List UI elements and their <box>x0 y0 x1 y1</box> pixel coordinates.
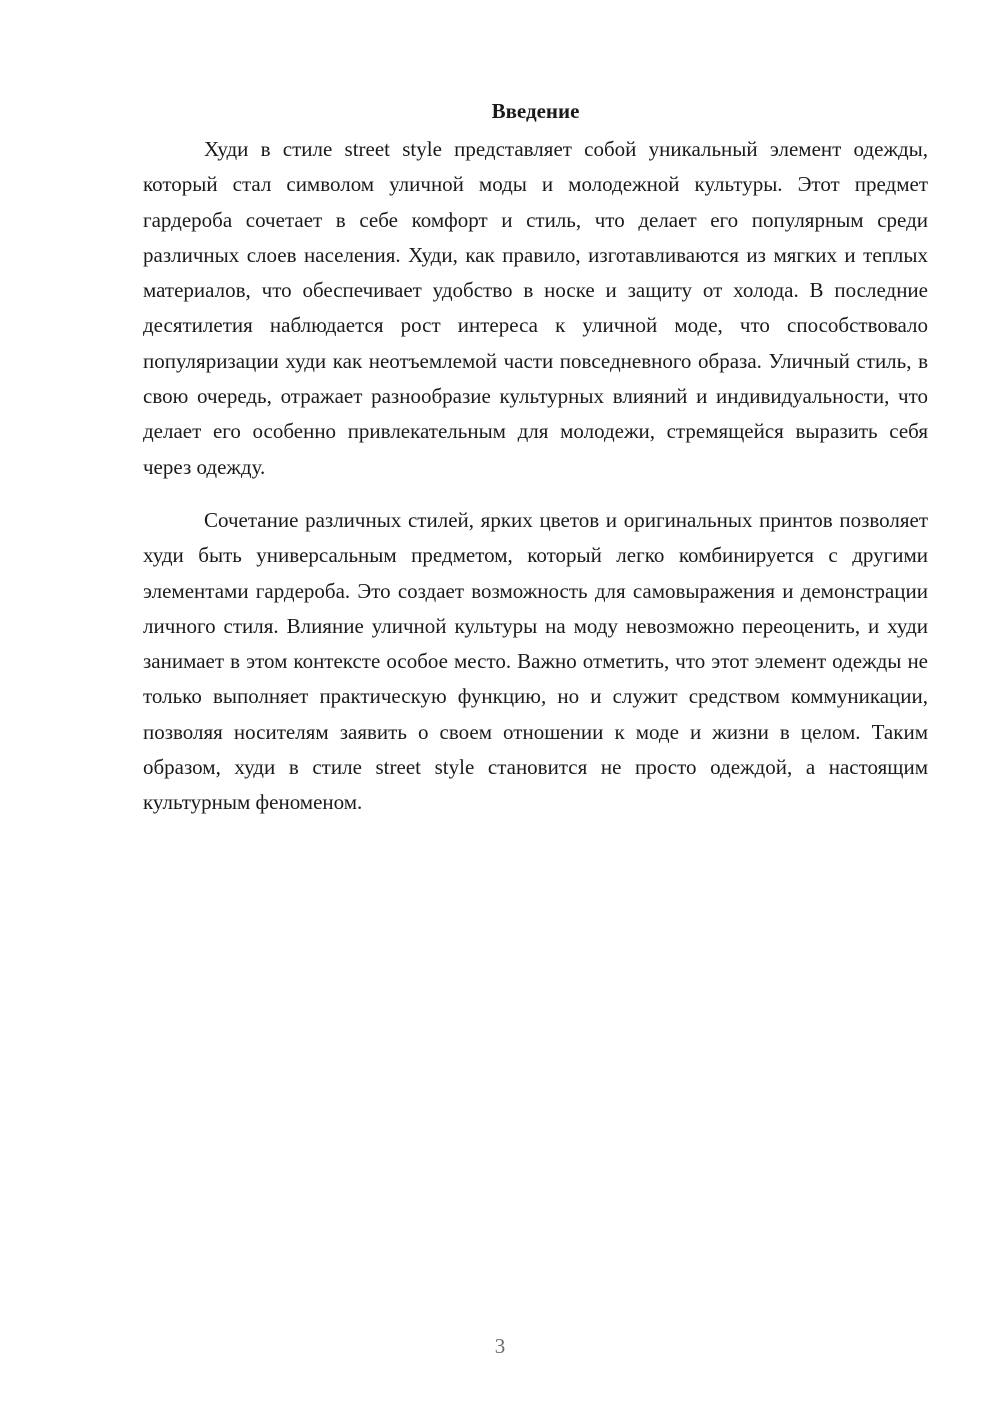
section-title: Введение <box>491 99 580 123</box>
paragraph-2: Сочетание различных стилей, ярких цветов и оригинальных принтов позволяет худи быть универсальным предметом, который легко комбинируется с другими элементами гардероба. Это создает возможность для самовыражения и демонстрации личного стиля. Влияние уличной культуры на моду невозможно переоценить, и худи занимает в этом контексте особое место. Важно отметить, что этот элемент одежды не только выполняет практическую функцию, но и служит средством коммуникации, позволяя носителям заявить о своем отношении к моде и жизни в целом. Таким образом, худи в стиле street style становится не просто одеждой, а настоящим культурным феноменом. <box>143 507 928 815</box>
paragraph-1: Худи в стиле street style представляет собой уникальный элемент одежды, который стал символом уличной моды и молодежной культуры. Этот предмет гардероба сочетает в себе комфорт и стиль, что делает его популярным среди различных слоев населения. Худи, как правило, изготавливаются из мягких и теплых материалов, что обеспечивает удобство в носке и защиту от холода. В последние десятилетия наблюдается рост интереса к уличной моде, что способствовало популяризации худи как неотъемлемой части повседневного образа. Уличный стиль, в свою очередь, отражает разнообразие культурных влияний и индивидуальности, что делает его особенно привлекательным для молодежи, стремящейся выразить себя через одежду. <box>143 137 928 479</box>
page-content <box>143 92 928 821</box>
page-number: 3 <box>494 1334 506 1358</box>
